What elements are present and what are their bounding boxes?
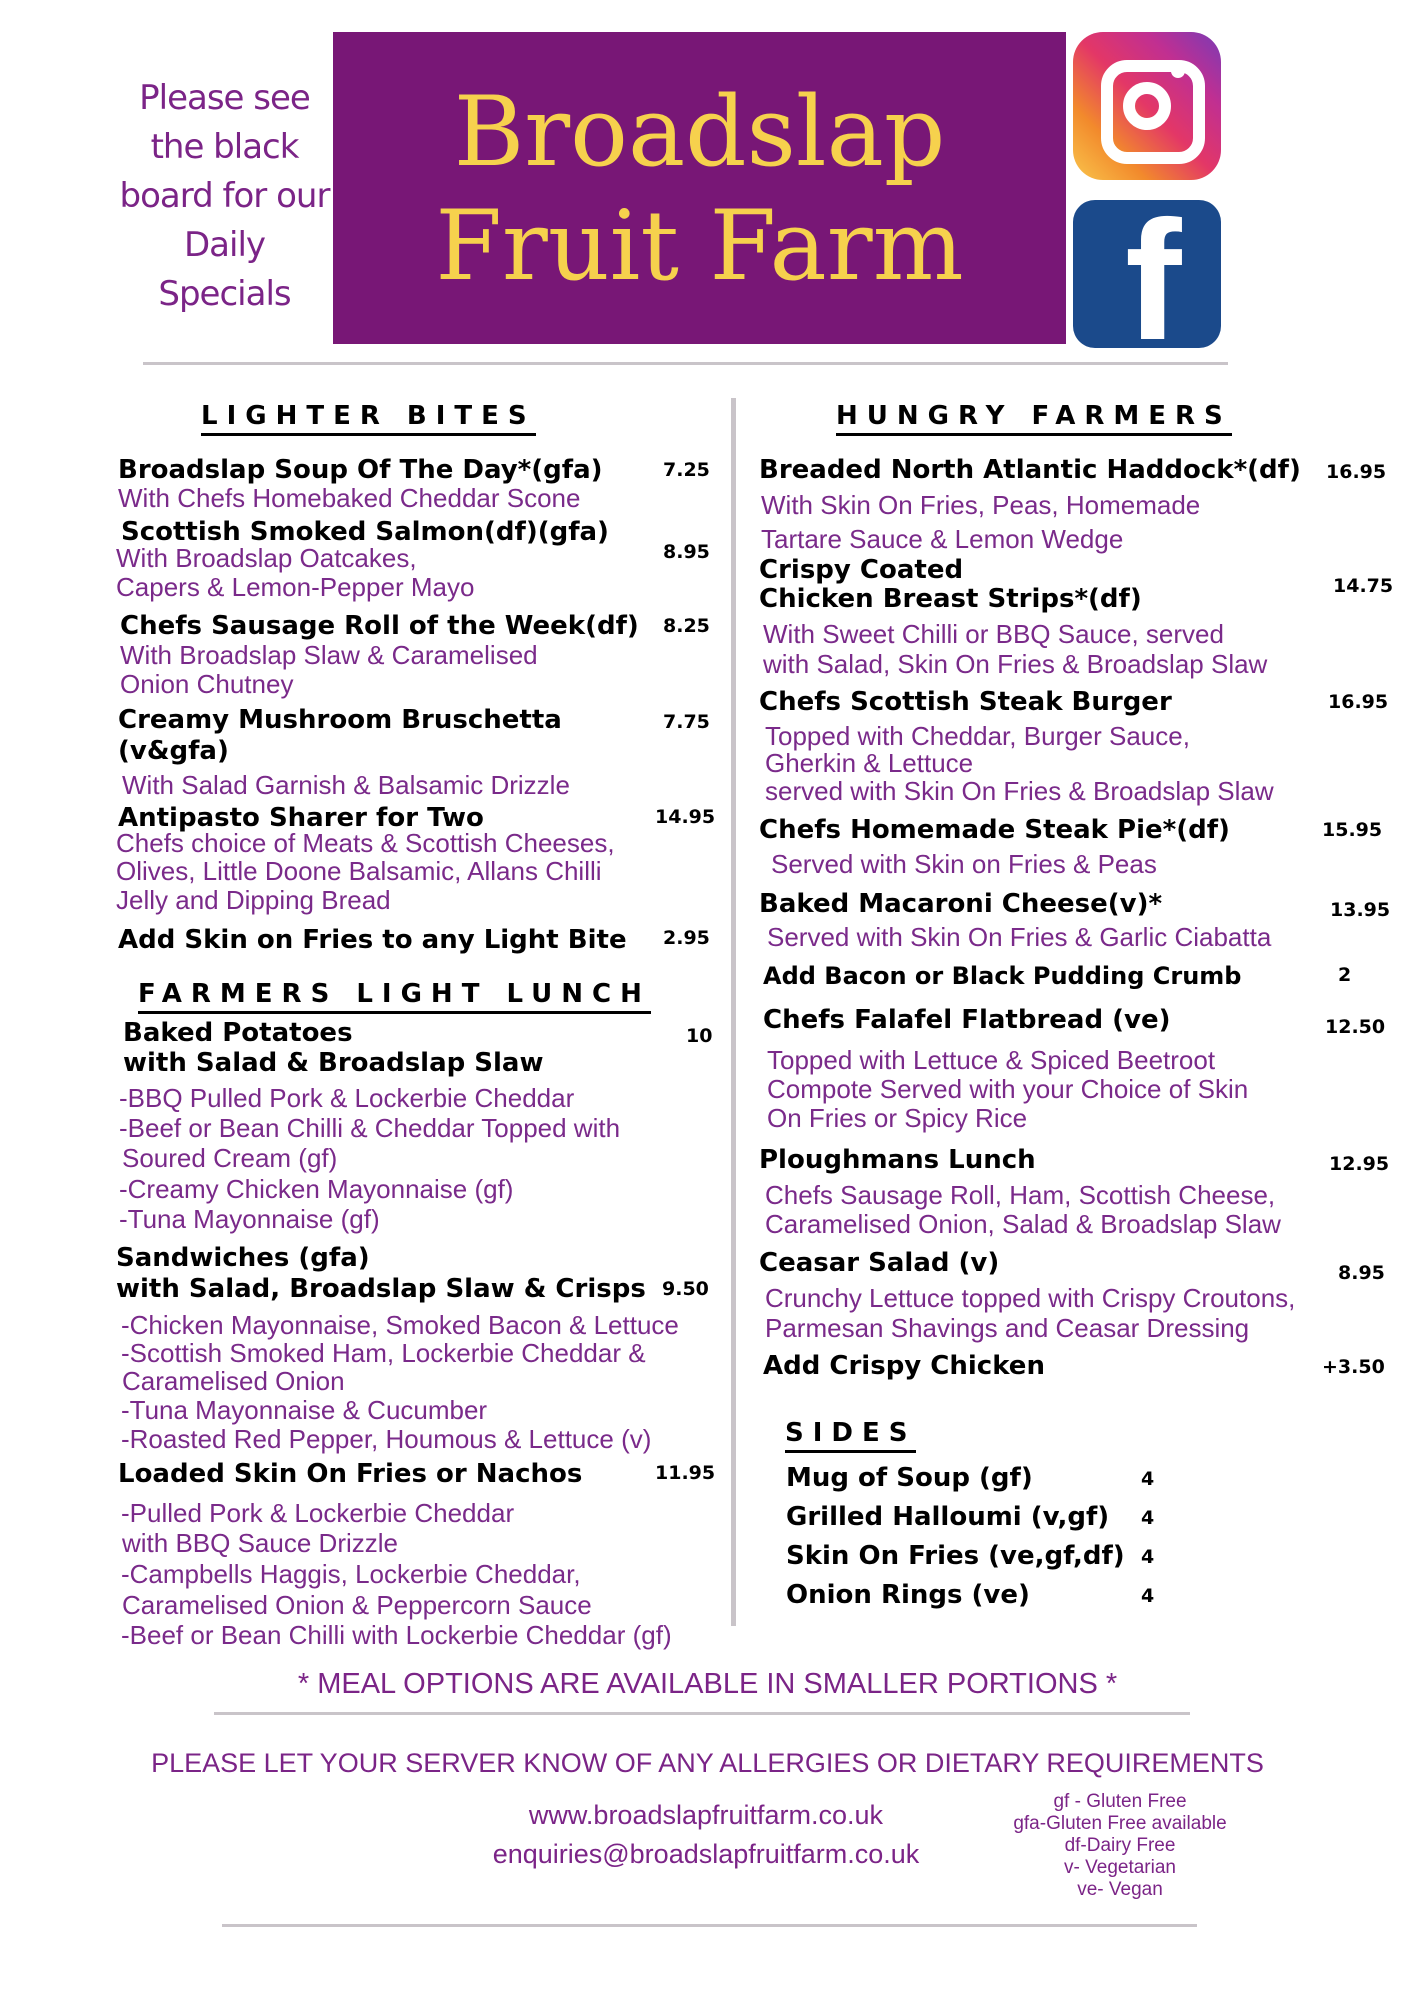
menu-item-price: 14.75 [1333,575,1394,597]
smaller-portions-note: * MEAL OPTIONS ARE AVAILABLE IN SMALLER PORTIONS * [297,1668,1118,1700]
menu-item-name: Breaded North Atlantic Haddock*(df) [759,455,1301,485]
heading-hungry-farmers: HUNGRY FARMERS [836,401,1232,436]
instagram-icon[interactable] [1073,32,1221,180]
menu-item-price: 14.95 [655,806,716,828]
menu-item-price: 8.95 [1338,1262,1385,1284]
daily-specials-note [112,74,337,319]
menu-item-desc: Soured Cream (gf) [122,1143,338,1173]
menu-item-desc: With Salad Garnish & Balsamic Drizzle [122,770,570,800]
menu-item-price: 13.95 [1330,899,1391,921]
menu-item-desc: Parmesan Shavings and Ceasar Dressing [765,1313,1250,1343]
menu-item-name: Crispy Coated [759,555,964,585]
menu-item-desc: with Salad, Skin On Fries & Broadslap Slaw [763,649,1268,679]
menu-item-desc: Crunchy Lettuce topped with Crispy Croutons, [765,1283,1296,1313]
menu-item-price: 11.95 [655,1462,716,1484]
menu-item-desc: -Creamy Chicken Mayonnaise (gf) [119,1174,514,1204]
menu-item-price: 7.25 [663,459,710,481]
column-divider [731,398,736,1626]
menu-item-name: Loaded Skin On Fries or Nachos [118,1459,583,1489]
menu-item-name: Scottish Smoked Salmon(df)(gfa) [121,517,609,547]
footer-divider [214,1712,1190,1715]
menu-item-desc: -Beef or Bean Chilli & Cheddar Topped with [119,1113,621,1143]
menu-item-price: 10 [686,1025,713,1047]
menu-item-name: Ceasar Salad (v) [759,1248,1000,1278]
email-link[interactable]: enquiries@broadslapfruitfarm.co.uk [492,1839,920,1869]
specials-line: Please see [139,78,310,118]
title-line-2: Fruit Farm [435,190,964,302]
bottom-divider [222,1924,1197,1927]
side-item-price: 4 [1141,1546,1155,1568]
specials-line: board for our [119,176,330,216]
menu-item-name: Chefs Homemade Steak Pie*(df) [759,815,1230,845]
menu-item-desc: Capers & Lemon-Pepper Mayo [116,572,475,602]
menu-item-name: Baked Macaroni Cheese(v)* [759,889,1163,919]
menu-item-name-cont: with Salad & Broadslap Slaw [123,1048,544,1078]
menu-item-name-cont: (v&gfa) [118,736,229,766]
menu-item-price: 8.95 [663,541,710,563]
menu-item-desc: -Scottish Smoked Ham, Lockerbie Cheddar & [121,1338,646,1368]
side-item-price: 4 [1141,1507,1155,1529]
menu-item-desc: -Tuna Mayonnaise (gf) [119,1204,380,1234]
menu-item-desc: Tartare Sauce & Lemon Wedge [761,524,1124,554]
menu-item-price: 2 [1338,964,1352,986]
specials-line: the black [150,127,299,167]
menu-item-desc: Served with Skin On Fries & Garlic Ciabatta [767,922,1272,952]
menu-item-desc: -Tuna Mayonnaise & Cucumber [121,1395,488,1425]
menu-item-price: 16.95 [1328,691,1389,713]
menu-item-desc: -Campbells Haggis, Lockerbie Cheddar, [121,1559,581,1589]
menu-item-desc: Caramelised Onion [122,1366,345,1396]
menu-item-price: 8.25 [663,615,710,637]
side-item-name: Skin On Fries (ve,gf,df) [786,1541,1125,1571]
menu-item-desc: With Chefs Homebaked Cheddar Scone [118,483,581,513]
key-line: gfa-Gluten Free available [1013,1813,1227,1834]
menu-item-desc: Caramelised Onion, Salad & Broadslap Slaw [765,1209,1281,1239]
menu-item-price: 9.50 [662,1278,709,1300]
instagram-lens [1123,82,1171,130]
key-line: gf - Gluten Free [1053,1791,1187,1812]
menu-item-desc: Olives, Little Doone Balsamic, Allans Chilli [116,856,602,886]
menu-item-desc: Gherkin & Lettuce [765,748,974,778]
menu-item-name: Sandwiches (gfa) [116,1243,370,1273]
heading-sides: SIDES [785,1418,916,1453]
menu-item-desc: With Skin On Fries, Peas, Homemade [761,490,1201,520]
menu-item-name: Baked Potatoes [123,1018,353,1048]
heading-lighter-bites: LIGHTER BITES [201,401,536,436]
menu-item-desc: Onion Chutney [120,669,294,699]
menu-item-desc: With Broadslap Slaw & Caramelised [120,640,538,670]
menu-item-name: Chefs Scottish Steak Burger [759,687,1172,717]
side-item-price: 4 [1141,1468,1155,1490]
menu-item-price: 2.95 [663,927,710,949]
menu-item-desc: -Chicken Mayonnaise, Smoked Bacon & Lettuce [121,1310,679,1340]
menu-item-name-cont: with Salad, Broadslap Slaw & Crisps [116,1274,646,1304]
menu-item-desc: On Fries or Spicy Rice [767,1103,1028,1133]
side-item-name: Mug of Soup (gf) [786,1463,1033,1493]
menu-item-price: 16.95 [1326,461,1387,483]
menu-item-desc: -BBQ Pulled Pork & Lockerbie Cheddar [119,1083,575,1113]
key-line: ve- Vegan [1077,1879,1163,1900]
menu-item-desc: Topped with Lettuce & Spiced Beetroot [767,1045,1216,1075]
side-item-name: Onion Rings (ve) [786,1580,1030,1610]
title-line-1: Broadslap [453,76,946,188]
menu-item-price: +3.50 [1322,1356,1385,1378]
dietary-key [1000,1791,1240,1901]
title-banner [333,32,1066,344]
menu-item-desc: Topped with Cheddar, Burger Sauce, [765,721,1190,751]
menu-item-name: Ploughmans Lunch [759,1145,1036,1175]
menu-item-desc: -Roasted Red Pepper, Houmous & Lettuce (v) [121,1424,652,1454]
menu-item-desc: with BBQ Sauce Drizzle [122,1528,398,1558]
menu-item-desc: Chefs choice of Meats & Scottish Cheeses, [116,828,615,858]
specials-line: Specials [158,274,291,314]
menu-item-desc: Served with Skin on Fries & Peas [771,849,1157,879]
menu-item-desc: -Pulled Pork & Lockerbie Cheddar [121,1498,515,1528]
menu-item-price: 12.95 [1329,1153,1390,1175]
menu-item-desc: Jelly and Dipping Bread [116,885,391,915]
facebook-glyph: f [1125,200,1182,348]
menu-item-name-cont: Chicken Breast Strips*(df) [759,584,1142,614]
facebook-icon[interactable] [1073,200,1221,348]
menu-item-name: Add Crispy Chicken [763,1351,1045,1381]
menu-item-desc: served with Skin On Fries & Broadslap Slaw [765,776,1274,806]
menu-item-desc: -Beef or Bean Chilli with Lockerbie Cheddar (gf) [121,1620,672,1650]
menu-item-desc: Chefs Sausage Roll, Ham, Scottish Cheese, [765,1180,1276,1210]
menu-item-name: Add Skin on Fries to any Light Bite [118,925,627,955]
specials-line: Daily [183,225,266,265]
heading-farmers-light-lunch: FARMERS LIGHT LUNCH [138,979,651,1014]
side-item-name: Grilled Halloumi (v,gf) [786,1502,1110,1532]
menu-item-price: 15.95 [1322,819,1383,841]
menu-item-name: Creamy Mushroom Bruschetta [118,705,562,735]
header-divider [143,362,1228,365]
allergies-note: PLEASE LET YOUR SERVER KNOW OF ANY ALLERGIES OR DIETARY REQUIREMENTS [151,1748,1264,1778]
menu-item-desc: With Sweet Chilli or BBQ Sauce, served [763,619,1224,649]
menu-item-price: 12.50 [1325,1016,1386,1038]
website-link[interactable]: www.broadslapfruitfarm.co.uk [528,1800,884,1830]
menu-item-name: Chefs Sausage Roll of the Week(df) [120,611,639,641]
menu-item-name: Add Bacon or Black Pudding Crumb [763,962,1242,990]
key-line: v- Vegetarian [1064,1857,1176,1878]
side-item-price: 4 [1141,1585,1155,1607]
menu-item-price: 7.75 [663,711,710,733]
menu-item-name: Broadslap Soup Of The Day*(gfa) [118,455,603,485]
menu-item-name: Antipasto Sharer for Two [118,803,484,833]
menu-item-desc: Compote Served with your Choice of Skin [767,1074,1249,1104]
menu-item-desc: With Broadslap Oatcakes, [116,543,417,573]
key-line: df-Dairy Free [1064,1835,1176,1856]
menu-item-desc: Caramelised Onion & Peppercorn Sauce [122,1590,592,1620]
menu-item-name: Chefs Falafel Flatbread (ve) [763,1005,1171,1035]
instagram-dot [1171,64,1185,78]
